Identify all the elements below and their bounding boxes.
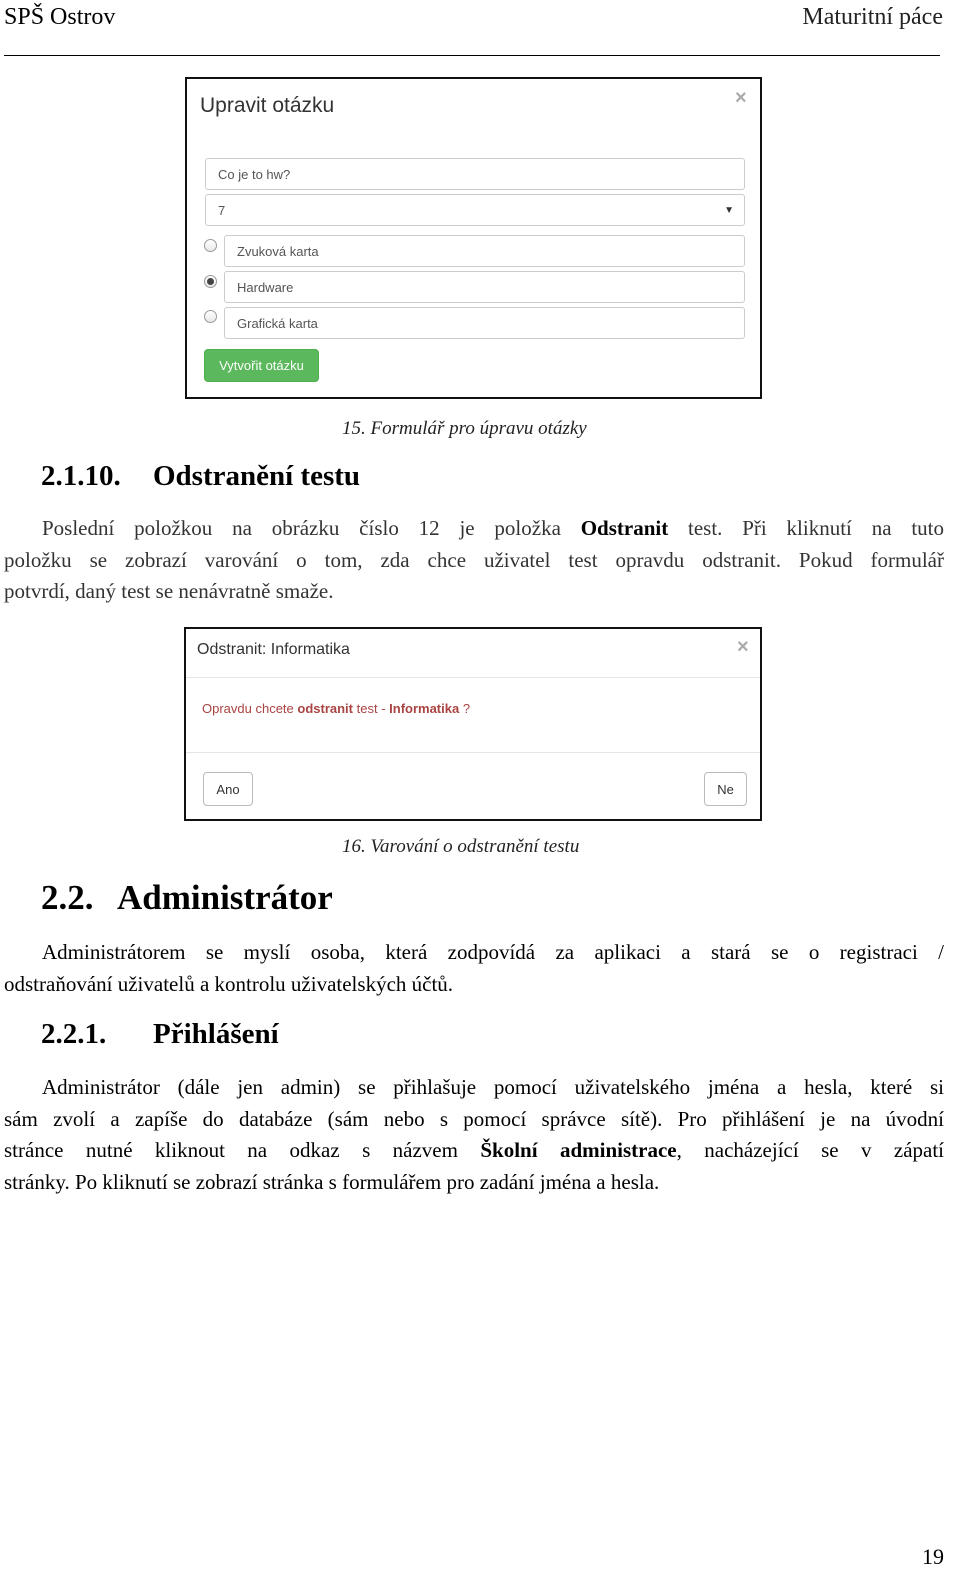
section-number: 2.1.10.	[41, 460, 121, 492]
answer-input-3[interactable]: Grafická karta	[224, 307, 745, 339]
paragraph-line: odstraňování uživatelů a kontrolu uživatelských účtů.	[4, 971, 454, 996]
page-number: 19	[922, 1544, 944, 1569]
yes-button[interactable]: Ano	[203, 772, 253, 806]
paragraph-line: potvrdí, daný test se nenávratně smaže.	[4, 579, 334, 603]
section-title: Odstranění testu	[153, 460, 361, 492]
figure-edit-question-screenshot	[185, 77, 762, 399]
paragraph-line: Poslední položkou na obrázku číslo 12 je položka Odstranit test. Při kliknutí na tuto	[42, 516, 944, 540]
create-question-button[interactable]: Vytvořit otázku	[204, 349, 319, 382]
chevron-down-icon: ▼	[724, 204, 734, 216]
figure-16-caption: 16. Varování o odstranění testu	[342, 836, 580, 857]
section-title: Administrátor	[117, 878, 333, 917]
section-heading-2-2-1	[41, 1018, 279, 1051]
section-heading-2-1-10	[41, 460, 360, 493]
no-button[interactable]: Ne	[704, 772, 747, 806]
points-select-value: 7	[218, 202, 226, 218]
section-number: 2.2.	[41, 878, 94, 917]
section-number: 2.2.1.	[41, 1018, 107, 1050]
section-title: Přihlášení	[153, 1018, 279, 1050]
header-school-name: SPŠ Ostrov	[4, 4, 116, 30]
paragraph-line: položku se zobrazí varování o tom, zda chce uživatel test opravdu odstranit. Pokud formulář	[4, 547, 944, 572]
answer-radio-1[interactable]	[204, 239, 217, 252]
section-heading-2-2	[41, 878, 333, 918]
paragraph-login	[4, 1072, 944, 1198]
paragraph-line: Administrátor (dále jen admin) se přihlašuje pomocí uživatelského jména a hesla, které si	[42, 1075, 944, 1099]
figure-15-caption: 15. Formulář pro úpravu otázky	[342, 418, 587, 439]
paragraph-line: stránce nutné kliknout na odkaz s názvem Školní administrace, nacházející se v zápatí	[4, 1138, 945, 1162]
modal-title: Odstranit: Informatika	[197, 641, 350, 658]
paragraph-administrator	[4, 937, 944, 1000]
answer-radio-2[interactable]	[204, 275, 217, 288]
question-input[interactable]: Co je to hw?	[205, 158, 745, 190]
close-icon[interactable]: ×	[735, 87, 747, 109]
modal-header-divider	[186, 677, 760, 678]
close-icon[interactable]: ×	[737, 636, 749, 658]
points-select[interactable]	[205, 194, 745, 226]
header-document-title: Maturitní páce	[802, 4, 943, 30]
paragraph-line: sám zvolí a zapíše do databáze (sám nebo s pomocí správce sítě). Pro přihlášení je na úvodní	[4, 1106, 944, 1131]
answer-radio-3[interactable]	[204, 310, 217, 323]
modal-footer-divider	[186, 752, 760, 753]
figure-delete-warning-screenshot	[184, 627, 762, 821]
modal-title: Upravit otázku	[200, 94, 335, 117]
header-rule	[4, 55, 940, 56]
confirm-message: Opravdu chcete odstranit test - Informatika ?	[202, 701, 471, 716]
paragraph-delete-test	[4, 513, 944, 608]
answer-input-1[interactable]: Zvuková karta	[224, 235, 745, 267]
paragraph-line: Administrátorem se myslí osoba, která zodpovídá za aplikaci a stará se o registraci /	[42, 940, 944, 964]
paragraph-line: stránky. Po kliknutí se zobrazí stránka s formulářem pro zadání jména a hesla.	[4, 1169, 660, 1194]
answer-input-2[interactable]: Hardware	[224, 271, 745, 303]
